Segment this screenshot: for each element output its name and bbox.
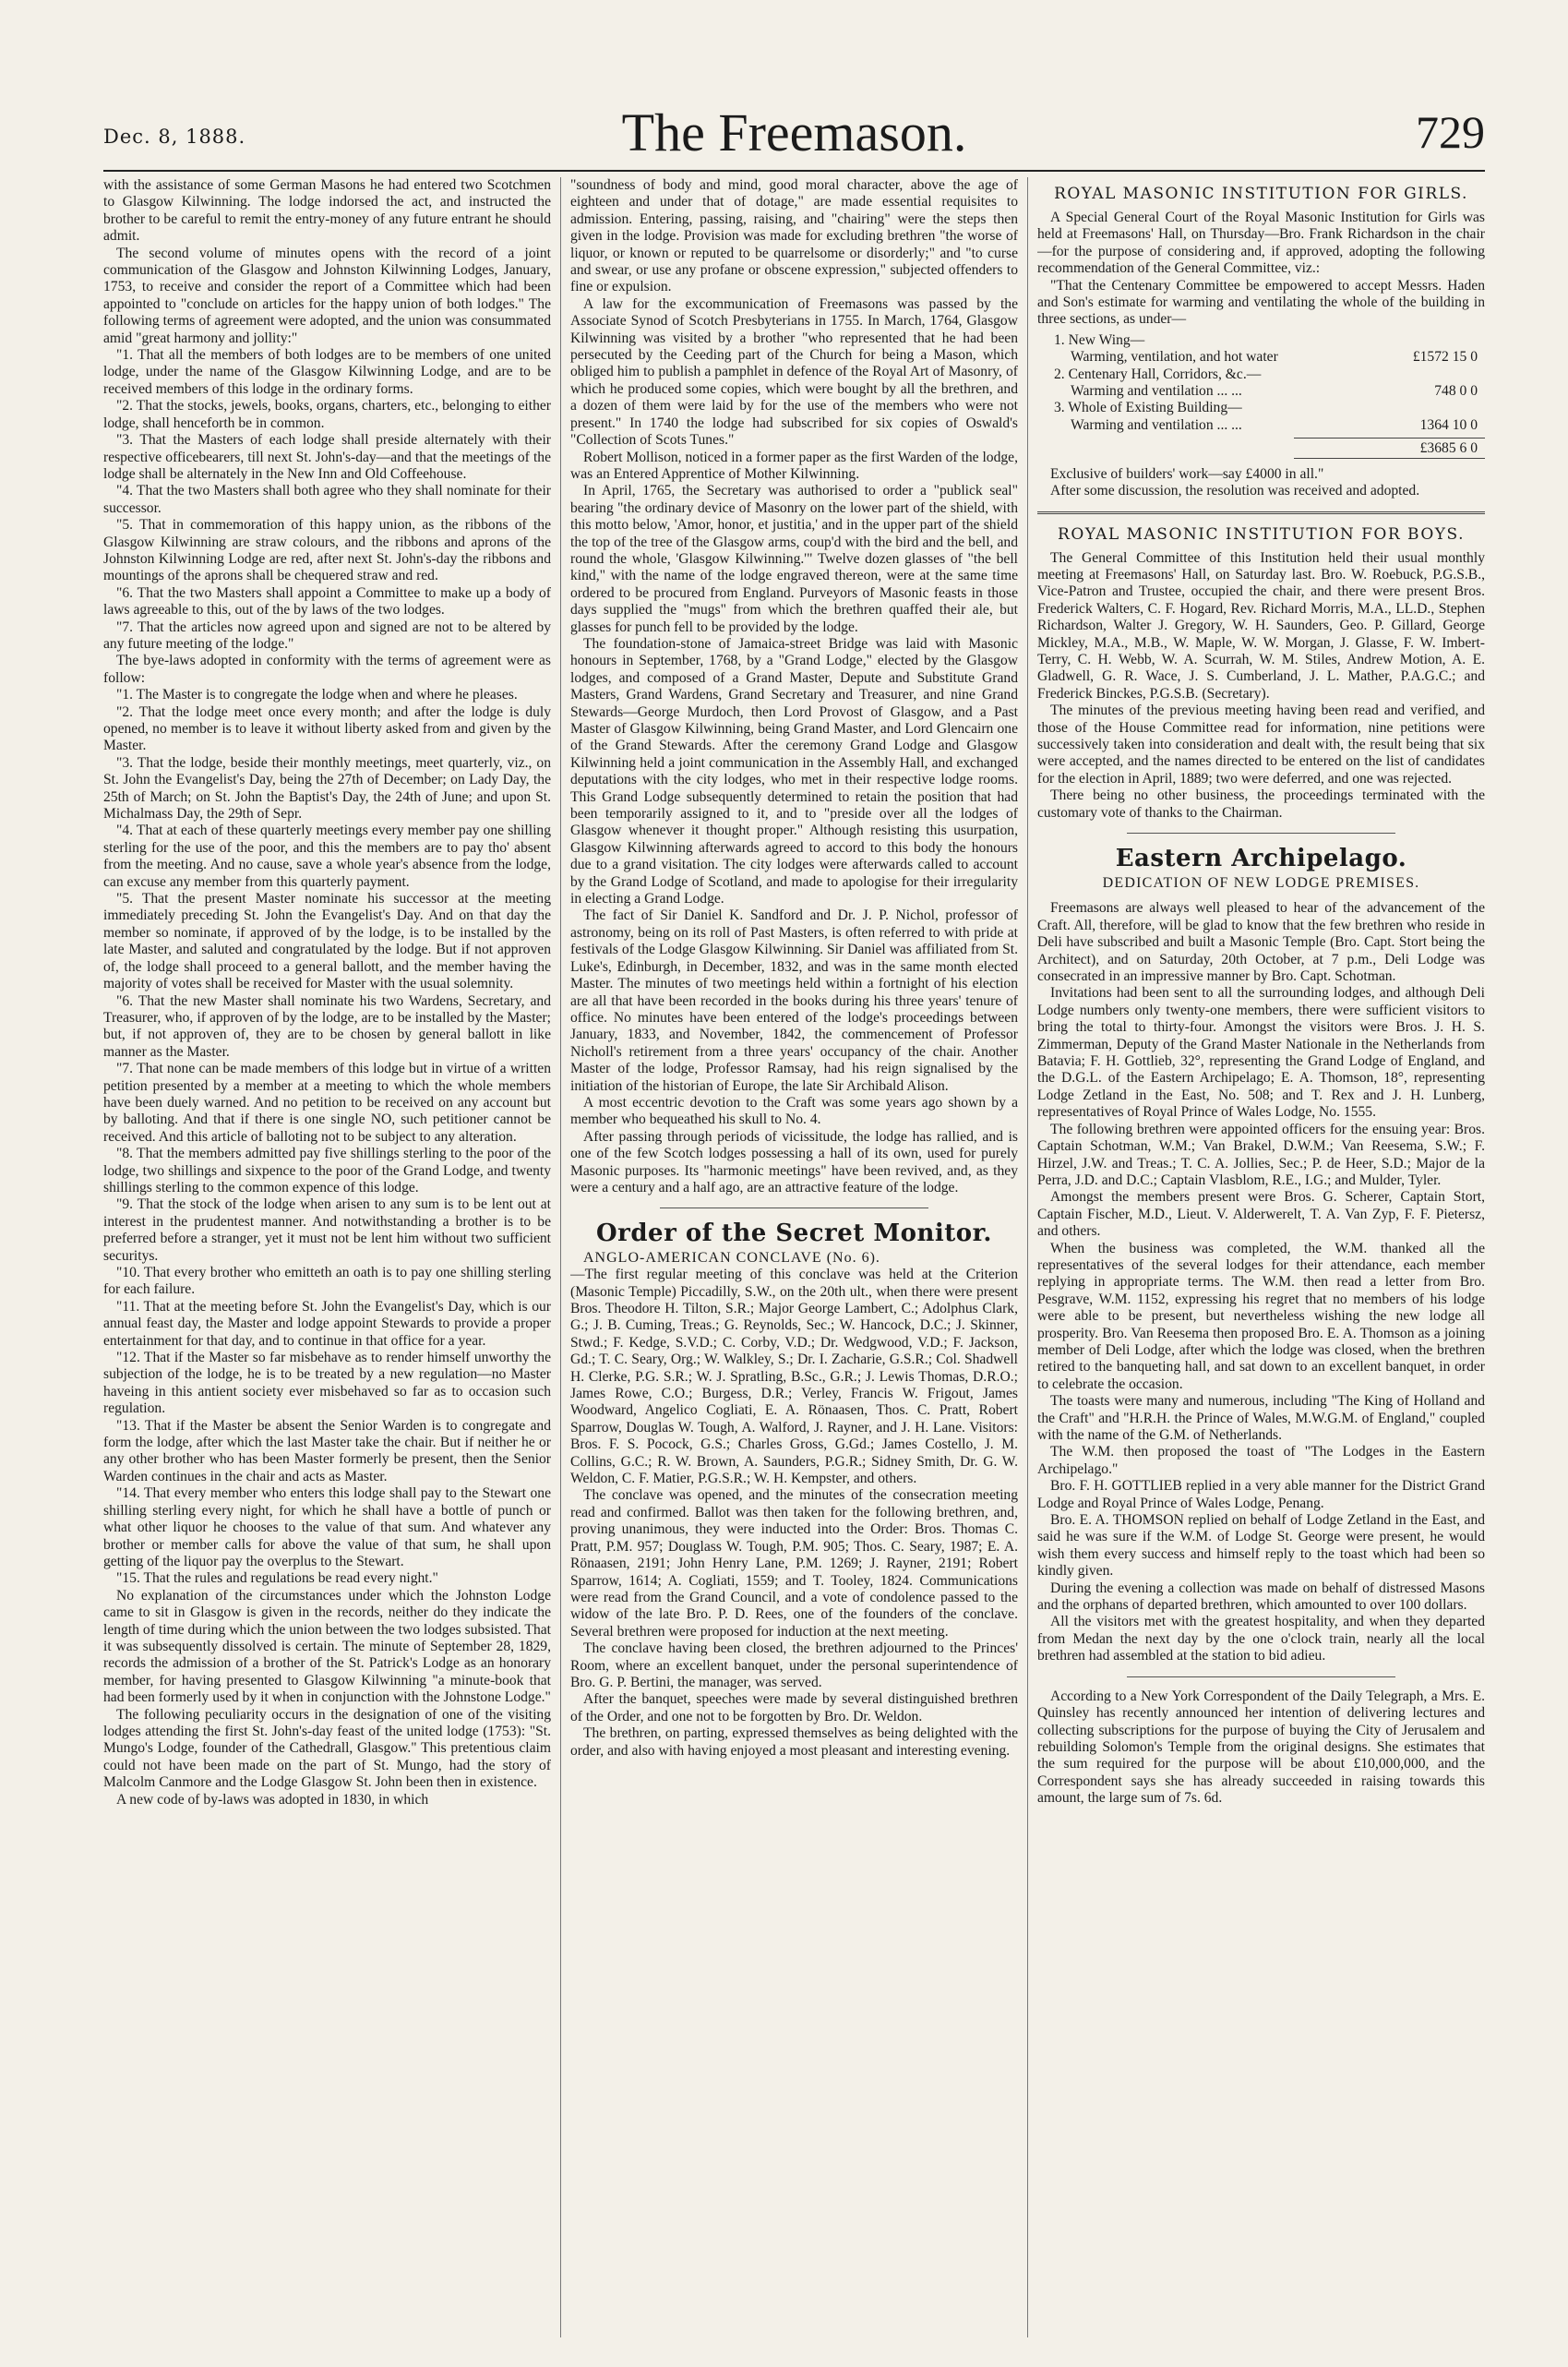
paragraph: —The first regular meeting of this conclave was held at the Criterion (Masonic Temple) Piccadilly, S.W., on the 20th ult., when there were present Bros. Theodore H. Tilton, S.R.; Major George Lambert, C.; Adolphus Clark, G.; J. B. Cuming, Treas.; G. Reynolds, Sec.; W. Hancock, D.C.; J. Skinner, Stwd.; F. Kedge, S.V.D.; C. Corby, V.D.; Dr. Wedgwood, V.D.; F. Jackson, Gd.; T. C. Seary, Org.; W. Walkley, S.; Dr. I. Zacharie, G.S.R.; Col. Shadwell H. Clerke, P.G. S.R.; W. J. Spratling, B.Sc., G.R.; J. Lewis Thomas, D.R.O.; James Rowe, C.O.; Burgess, D.R.; Verley, Francis W. Frigout, James Woodward, Angelico Cogliati, E. A. Rönaasen, Thos. C. Pratt, Robert Sparrow, Douglas W. Tough, A. Walford, J. Rayner, and J. H. Lane. Visitors: Bros. F. S. Pocock, G.S.; Charles Gross, G.Gd.; James Costello, J. M. Collins, G.C.; R. W. Brown, A. Saunders, P.G.R.; Sidney Smith, Dr. G. W. Weldon, C. F. Matier, P.G.S.R.; W. H. Kempster, and others. [570,1267,1018,1487]
paragraph: The foundation-stone of Jamaica-street Bridge was laid with Masonic honours in September, 1768, by a "Grand Lodge," elected by the Glasgow lodges, and composed of a Grand Master, Depute and Substitute Grand Masters, Grand Wardens, Grand Secretary and Treasurer, and nine Grand Stewards—George Murdoch, then Lord Provost of Glasgow, and a Past Master of Glasgow Kilwinning, being Grand Master, and Lord Glencairn one of the Grand Stewards. After the ceremony Grand Lodge and Glasgow Kilwinning held a joint communication in the Assembly Hall, and exchanged deputations with the city lodges, who met in their respective lodge rooms. This Grand Lodge subsequently determined to retain the position that had been temporarily assigned to it, and to "preside over all the lodges of Glasgow whenever it thought proper." Although resisting this usurpation, Glasgow Kilwinning afterwards agreed to accord to this body the honours due to a grand visitation. The city lodges were afterwards called to account by the Grand Lodge of Scotland, and made to apologise for their irregularity in electing a Grand Lodge. [570,635,1018,907]
paragraph: "soundness of body and mind, good moral character, above the age of eighteen and under that of dotage," are made essential requisites to admission. Entering, passing, raising, and "chairing" were the steps then given in the lodge. Provision was made for excluding brethren "the worse of liquor, or known or reputed to be quarrelsome or disorderly;" and "to curse and swear, or use any profane or obscene expression," subjected offenders to fine or expulsion. [570,177,1018,295]
masthead-rule [103,170,1485,172]
bye-law-item: "5. That the present Master nominate his successor at the meeting immediately preceding St. John the Evangelist's Day. And on that day the member so nominate, if approved of by the lodge, is to be installed by the late Master, and saluted and congratulated by the lodge. But if not approven of, the lodge shall proceed to a general ballott, and the member having the majority of votes shall be received for Master with the usual solemnity. [103,891,551,992]
paragraph: The following brethren were appointed officers for the ensuing year: Bros. Captain Schotman, W.M.; Van Brakel, D.W.M.; Van Reesema, S.W.; F. Hirzel, J.W. and Treas.; T. C. A. Jollies, Sec.; P. de Heer, S.D.; Major de la Perra, J.D. and D.C.; Captain Vlasblom, R.E., I.G.; and Mulder, Tyler. [1037,1121,1485,1188]
paragraph [570,1250,1018,1267]
cost-row [1054,383,1485,400]
paragraph: The bye-laws adopted in conformity with the terms of agreement were as follow: [103,653,551,686]
paragraph: The General Committee of this Institution held their usual monthly meeting at Freemasons' Hall, on Saturday last. Bro. W. Roebuck, P.G.S.B., Vice-Patron and Trustee, occupied the chair, and there were present Bros. Frederick Walters, C. F. Hogard, Rev. Richard Morris, M.A., LL.D., Stephen Richardson, Walter J. Gregory, W. H. Saunders, Geo. P. Gillard, George Mickley, M.A., M.B., W. Maple, W. W. Morgan, J. Glasse, F. W. Imbert-Terry, C. H. Webb, W. A. Scurrah, W. M. Stiles, Andrew Motion, A. E. Gladwell, G. R. Wace, J. S. Cumberland, J. L. Mather, P.A.G.C.; and Frederick Binckes, P.G.S.B. (Secretary). [1037,549,1485,702]
column-rule [560,177,561,2337]
publication-title: The Freemason. [621,102,967,162]
cost-label: 3. Whole of Existing Building— [1054,400,1242,416]
masthead [103,102,1485,166]
article-item: "5. That in commemoration of this happy union, as the ribbons of the Glasgow Kilwinning are straw colours, and the ribbons and aprons of the Johnston Kilwinning Lodge are red, after next St. John's-day the ribbons and mountings of the aprons shall be chequered straw and red. [103,517,551,584]
article-item: "3. That the Masters of each lodge shall preside alternately with their respective officebearers, till next St. John's-day—and that the meetings of the lodge shall be alternately in the New Inn and Old Coffeehouse. [103,432,551,482]
paragraph: The W.M. then proposed the toast of "The Lodges in the Eastern Archipelago." [1037,1444,1485,1477]
article-item: "4. That the two Masters shall both agree who they shall nominate for their successor. [103,483,551,516]
bye-law-item: "12. That if the Master so far misbehave as to render himself unworthy the subjection of the lodge, he is to be treated by a new regulation—no Master haveing in this antient society ever misbehaved so far as to occasion such regulation. [103,1350,551,1417]
cost-total: £3685 6 0 [1294,438,1485,458]
bye-law-item: "13. That if the Master be absent the Senior Warden is to congregate and form the lodge, after which the last Master take the chair. But if neither he or any other brother who has been Master formerly be present, then the Senior Warden continues in the chair and acts as Master. [103,1417,551,1484]
bye-law-item: "6. That the new Master shall nominate his two Wardens, Secretary, and Treasurer, who, if approven of by the lodge, are to be installed by the Master; but, if not approven of, they are to be chosen by general ballott in like manner as the Master. [103,992,551,1060]
paragraph: The fact of Sir Daniel K. Sandford and Dr. J. P. Nichol, professor of astronomy, being on its roll of Past Masters, is often referred to with pride at festivals of the Lodge Glasgow Kilwinning. Sir Daniel was affiliated from St. Luke's, Edinburgh, in December, 1832, and was in the same month elected Master. The minutes of two meetings held within a fortnight of his election are all that have been recorded in the books during his three years' tenure of office. No minutes have been entered of the lodge's proceedings between January, 1833, and November, 1842, the commencement of Professor Nicholl's retirement from a three years' occupancy of the chair. Another Master of the lodge, Professor Ramsay, had his reign signalised by the initiation of the historian of Europe, the late Sir Archibald Alison. [570,907,1018,1094]
bye-law-item: "11. That at the meeting before St. John the Evangelist's Day, which is our annual feast day, the Master and lodge appoint Stewards to provide a proper entertainment for that day, and to continue in that office for a year. [103,1298,551,1349]
paragraph: All the visitors met with the greatest hospitality, and when they departed from Medan the next day by the one o'clock train, nearly all the local brethren had assembled at the station to bid adieu. [1037,1614,1485,1664]
cost-amount: 748 0 0 [1434,383,1478,400]
bye-law-item: "9. That the stock of the lodge when arisen to any sum is to be lent out at interest in the prudentest manner. And notwithstanding a brother is to be preferred before a stranger, yet it must not be lent him without two sufficient securitys. [103,1196,551,1264]
cost-row [1054,332,1485,349]
paragraph: The conclave having been closed, the brethren adjourned to the Princes' Room, where an excellent banquet, under the personal superintendence of Bro. G. P. Bertini, the manager, was served. [570,1640,1018,1690]
columns [103,177,1485,2337]
cost-amount: 1364 10 0 [1419,416,1478,433]
paragraph: A law for the excommunication of Freemasons was passed by the Associate Synod of Scotch Presbyterians in 1755. In March, 1764, Glasgow Kilwinning was visited by a brother "who represented that he had been persecuted by the Ceeding part of the Church for being a Mason, which obliged him to publish a pamphlet in defence of the Royal Art of Masonry, of which he produced some copies, which were bought by all the brethren, and a dozen of them were laid by for the use of the members who were not present." In 1740 the lodge had subscribed for six copies of Oswald's "Collection of Scots Tunes." [570,295,1018,449]
paragraph: The brethren, on parting, expressed themselves as being delighted with the order, and also with having enjoyed a most pleasant and interesting evening. [570,1725,1018,1759]
section-heading: ROYAL MASONIC INSTITUTION FOR GIRLS. [1054,185,1468,203]
column-2 [570,177,1018,2337]
paragraph: The minutes of the previous meeting having been read and verified, and those of the House Committee read for information, nine petitions were successively taken into consideration and dealt with, the result being that six were accepted, and the names directed to be entered on the list of candidates for the election in April, 1889; two were deferred, and one was rejected. [1037,703,1485,787]
section-heading: ROYAL MASONIC INSTITUTION FOR BOYS. [1058,524,1465,544]
cost-label: 2. Centenary Hall, Corridors, &c.— [1054,366,1262,382]
paragraph: After some discussion, the resolution was received and adopted. [1050,483,1420,499]
cost-label: Warming and ventilation ... ... [1071,383,1242,400]
section-title: Order of the Secret Monitor. [596,1220,992,1248]
section-divider [1037,511,1485,514]
article-item: "1. That all the members of both lodges are to be members of one united lodge, under the name of the Glasgow Kilwinning Lodge, and are to be received members of this lodge in the ordinary forms. [103,347,551,397]
section-divider [1127,833,1395,834]
paragraph: A most eccentric devotion to the Craft was some years ago shown by a member who bequeathed his skull to No. 4. [570,1094,1018,1128]
paragraph: The second volume of minutes opens with the record of a joint communication of the Glasgow and Johnston Kilwinning Lodges, January, 1753, to receive and consider the report of a Committee which had been appointed to "conclude on articles for the happy union of both lodges." The following terms of agreement were adopted, and the union was consummated amid "great harmony and jollity:" [103,245,551,346]
paragraph: Bro. F. H. GOTTLIEB replied in a very able manner for the District Grand Lodge and Royal Prince of Wales Lodge, Penang. [1037,1478,1485,1511]
bye-law-item: "1. The Master is to congregate the lodge when and where he pleases. [116,687,518,703]
column-rule [1027,177,1028,2337]
paragraph: During the evening a collection was made on behalf of distressed Masons and the orphans of departed brethren, which amounted to over 100 dollars. [1037,1580,1485,1614]
paragraph: A new code of by-laws was adopted in 1830, in which [116,1791,429,1808]
bye-law-item: "15. That the rules and regulations be read every night." [116,1570,438,1587]
paragraph: According to a New York Correspondent of the Daily Telegraph, a Mrs. E. Quinsley has recently announced her intention of delivering lectures and collecting subscriptions for the purpose of buying the City of Jerusalem and rebuilding Solomon's Temple from the original designs. She estimates that the sum required for the purpose will be about £10,000,000, and the Correspondent says she has already succeeded in raising towards this amount, the large sum of 7s. 6d. [1037,1688,1485,1807]
page-number: 729 [1416,106,1485,158]
paragraph: After passing through periods of vicissitude, the lodge has rallied, and is one of the few Scotch lodges possessing a hall of its own, used for purely Masonic purposes. Its "harmonic meetings" have been revived, and, as they were a century and a half ago, are an attractive feature of the lodge. [570,1128,1018,1196]
section-subheading: DEDICATION OF NEW LODGE PREMISES. [1102,875,1420,892]
paragraph: A Special General Court of the Royal Masonic Institution for Girls was held at Freemasons' Hall, on Thursday—Bro. Frank Richardson in the chair—for the purpose of considering and, if approved, adopting the following recommendation of the General Committee, viz.: [1037,210,1485,277]
article-item: "2. That the stocks, jewels, books, organs, charters, etc., belonging to either lodge, shall henceforth be in common. [103,398,551,431]
cost-row [1054,366,1485,383]
paragraph: After the banquet, speeches were made by several distinguished brethren of the Order, and one not to be forgotten by Bro. Dr. Weldon. [570,1691,1018,1724]
cost-label: Warming and ventilation ... ... [1071,416,1242,433]
issue-date: Dec. 8, 1888. [103,126,246,148]
bye-law-item: "10. That every brother who emitteth an oath is to pay one shilling sterling for each failure. [103,1265,551,1298]
paragraph: Exclusive of builders' work—say £4000 in all." [1050,465,1324,482]
cost-label: 1. New Wing— [1054,331,1145,348]
paragraph: When the business was completed, the W.M. thanked all the representatives of the several lodges for their attendance, each member replying in appropriate terms. The W.M. then read a letter from Bro. Pesgrave, W.M. 1152, expressing his regret that no members of his lodge were able to be present, but nevertheless wishing the new lodge all prosperity. Bro. Van Reesema then proposed Bro. E. A. Thomson as a joining member of Deli Lodge, after which the lodge was closed, when the brethren retired to the banqueting hall, and sat down to an excellent banquet, in order to celebrate the occasion. [1037,1240,1485,1392]
bye-law-item: "14. That every member who enters this lodge shall pay to the Stewart one shilling sterling every night, for which he shall have a bottle of punch or what other liquor he chooses to the value of that sum. And whatever any brother or member calls for above the value of that sum, he shall upon getting of the liquor pay the overplus to the Stewart. [103,1485,551,1569]
paragraph: The conclave was opened, and the minutes of the consecration meeting read and confirmed. Ballot was then taken for the following brethren, and, proving unanimous, they were inducted into the Order: Bros. Thomas C. Pratt, P.M. 957; Douglass W. Tough, P.M. 905; Thos. C. Seary, 1987; E. A. Rönaasen, 2191; John Henry Lane, P.M. 1269; J. Rayner, 2191; Robert Sparrow, 1614; A. Cogliati, 1559; and T. Tooley, 1824. Communications were read from the Grand Council, and a vote of condolence passed to the widow of the late Bro. P. D. Rees, one of the founders of the conclave. Several brethren were proposed for induction at the next meeting. [570,1487,1018,1640]
bye-law-item: "3. That the lodge, beside their monthly meetings, meet quarterly, viz., on St. John the Evangelist's Day, being the 27th of December; on Lady Day, the 25th of March; on St. John the Baptist's Day, the 24th of June; and upon St. Michalmass Day, the 29th of Sepr. [103,754,551,823]
bye-law-item: "4. That at each of these quarterly meetings every member pay one shilling sterling for the use of the poor, and this the members are to pay tho' absent from the meeting. And no cause, save a whole year's absence from the lodge, can excuse any member from this quarterly payment. [103,823,551,890]
cost-table [1054,332,1485,459]
article-item: "6. That the two Masters shall appoint a Committee to make up a body of laws agreeable to this, out of the by laws of the two lodges. [103,584,551,619]
paragraph: Freemasons are always well pleased to hear of the advancement of the Craft. All, therefore, will be glad to know that the few brethren who reside in Deli have subscribed and built a Masonic Temple (Bro. Capt. Stort being the Architect), and on Saturday, 20th October, at 7 p.m., Deli Lodge was consecrated in an impressive manner by Bro. Capt. Schotman. [1037,900,1485,985]
bye-law-item: "7. That none can be made members of this lodge but in virtue of a written petition presented by a member at a meeting to which the whole members have been duely warned. And no petition to be received on any account but by balloting. And that if there is one single NO, such petitioner cannot be received. And this article of balloting not to be subject to any alteration. [103,1061,551,1145]
paragraph: Robert Mollison, noticed in a former paper as the first Warden of the lodge, was an Entered Apprentice of Mother Kilwinning. [570,449,1018,482]
paragraph: "That the Centenary Committee be empowered to accept Messrs. Haden and Son's estimate for warming and ventilating the whole of the building in three sections, as under— [1037,277,1485,328]
bye-law-item: "8. That the members admitted pay five shillings sterling to the poor of the lodge, two shillings and sixpence to the poor of the Grand Lodge, and twenty shillings sterling to the common expence of this lodge. [103,1146,551,1196]
section-title: Eastern Archipelago. [1115,845,1407,872]
cost-row [1054,400,1485,416]
paragraph: In April, 1765, the Secretary was authorised to order a "publick seal" bearing "the ordinary device of Masonry on the lower part of the shield, with this motto below, 'Amor, honor, et justitia,' and in the upper part of the shield the top of the tree of the Glasgow arms, coup'd with the bird and the bell, and round the whole, 'Glasgow Kilwinning.'" Twelve dozen glasses of "the bell kind," with the name of the lodge engraved thereon, were at the same time ordered to be procured from England. Purveyors of Masonic feasts in those days supplied the "mugs" from which the brethren quaffed their ale, but glasses for punch fell to be provided by the lodge. [570,483,1018,635]
paragraph: The toasts were many and numerous, including "The King of Holland and the Craft" and "H.R.H. the Prince of Wales, M.W.G.M. of England," coupled with the name of the G.M. of Netherlands. [1037,1393,1485,1443]
paragraph: Invitations had been sent to all the surrounding lodges, and although Deli Lodge numbers only twenty-one members, there were sufficient visitors to bring the total to thirty-four. Amongst the visitors were Bros. J. H. S. Zimmerman, Deputy of the Grand Master Nationale in the Netherlands from Batavia; F. H. Gottlieb, 32°, representing the Grand Lodge of England, and the D.G.L. of the Eastern Archipelago; E. A. Thomson, 18°, representing Lodge Zetland in the East, No. 508; and T. Rex and J. H. Lunberg, representatives of Royal Prince of Wales Lodge, No. 1555. [1037,985,1485,1121]
cost-label: Warming, ventilation, and hot water [1071,349,1278,366]
paragraph: There being no other business, the proceedings terminated with the customary vote of thanks to the Chairman. [1037,787,1485,821]
paragraph: Amongst the members present were Bros. G. Scherer, Captain Stort, Captain Fischer, M.D., Lieut. V. Alderwerelt, T. A. Van Zyp, F. F. Pietersz, and others. [1037,1189,1485,1240]
paragraph: The following peculiarity occurs in the designation of one of the visiting lodges attending the first St. John's-day feast of the united lodge (1753): "St. Mungo's Lodge, founder of the Cathedrall, Glasgow." This pretentious claim could not have been made on the part of St. Mungo, had the story of Malcolm Canmore and the Lodge Glasgow St. John been then in existence. [103,1706,551,1791]
column-3 [1037,177,1485,2337]
run-in-heading: ANGLO-AMERICAN CONCLAVE (No. 6). [583,1249,880,1266]
article-item: "7. That the articles now agreed upon and signed are not to be altered by any future meeting of the lodge." [103,619,551,652]
bye-law-item: "2. That the lodge meet once every month; and after the lodge is duly opened, no member is to leave it without liberty asked from and given by the Master. [103,703,551,754]
paragraph: No explanation of the circumstances under which the Johnston Lodge came to sit in Glasgow is given in the records, neither do they indicate the length of time during which the union between the two lodges subsisted. That it was subsequently dissolved is certain. The minute of September 28, 1829, records the admission of a brother of the St. Patrick's Lodge as an honorary member, for having presented to Glasgow Kilwinning "a minute-book that had been formerly used by it when in conjunction with the Johnstone Lodge." [103,1587,551,1706]
paragraph: with the assistance of some German Masons he had entered two Scotchmen to Glasgow Kilwinning. The lodge indorsed the act, and instructed the brother to be careful to remit the entry-money of any future entrant he should admit. [103,177,551,245]
cost-amount: £1572 15 0 [1412,349,1478,366]
paragraph: Bro. E. A. THOMSON replied on behalf of Lodge Zetland in the East, and said he was sure if the W.M. of Lodge St. George were present, he would wish them every success and himself reply to the toast which had been so kindly given. [1037,1512,1485,1580]
cost-row [1054,349,1485,366]
cost-row [1054,417,1485,434]
section-divider [1127,1676,1395,1677]
column-1 [103,177,551,2337]
